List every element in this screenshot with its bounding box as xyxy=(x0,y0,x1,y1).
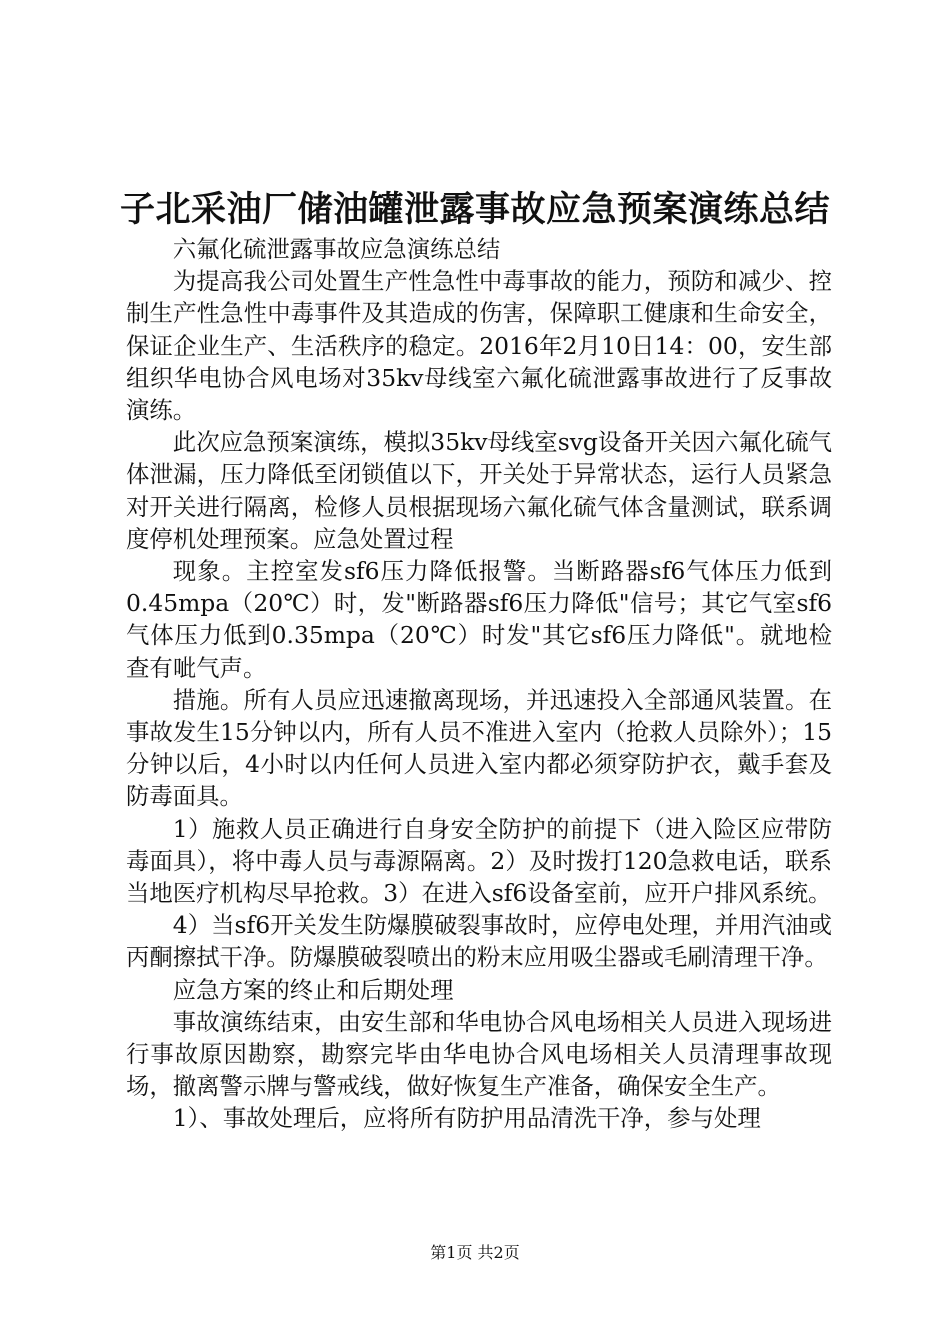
paragraph: 措施。所有人员应迅速撤离现场，并迅速投入全部通风装置。在事故发生15分钟以内，所有人员不准进入室内（抢救人员除外）；15分钟以后，4小时以内任何人员进入室内都必须穿防护衣，戴手套及防毒面具。 xyxy=(126,685,832,811)
paragraph: 4）当sf6开关发生防爆膜破裂事故时，应停电处理，并用汽油或丙酮擦拭干净。防爆膜破裂喷出的粉末应用吸尘器或毛刷清理干净。 xyxy=(126,911,832,972)
paragraph: 现象。主控室发sf6压力降低报警。当断路器sf6气体压力低到0.45mpa（20℃）时，发"断路器sf6压力降低"信号；其它气室sf6气体压力低到0.35mpa（20℃）时发"其它sf6压力降低"。就地检查有呲气声。 xyxy=(126,557,832,682)
page-number-footer: 第1页 共2页 xyxy=(430,1243,520,1262)
paragraph: 1）、事故处理后，应将所有防护用品清洗干净，参与处理 xyxy=(172,1104,761,1133)
paragraph: 此次应急预案演练，模拟35kv母线室svg设备开关因六氟化硫气体泄漏，压力降低至闭锁值以下，开关处于异常状态，运行人员紧急对开关进行隔离，检修人员根据现场六氟化硫气体含量测试，联系调度停机处理预案。应急处置过程 xyxy=(126,428,832,553)
paragraph: 为提高我公司处置生产性急性中毒事故的能力，预防和减少、控制生产性急性中毒事件及其造成的伤害，保障职工健康和生命安全，保证企业生产、生活秩序的稳定。2016年2月10日14：00，安生部组织华电协合风电场对35kv母线室六氟化硫泄露事故进行了反事故演练。 xyxy=(126,267,832,425)
document-title: 子北采油厂储油罐泄露事故应急预案演练总结 xyxy=(119,189,830,230)
paragraph-subtitle: 六氟化硫泄露事故应急演练总结 xyxy=(172,235,501,263)
paragraph: 事故演练结束，由安生部和华电协合风电场相关人员进入现场进行事故原因勘察，勘察完毕由华电协合风电场相关人员清理事故现场，撤离警示牌与警戒线，做好恢复生产准备，确保安全生产。 xyxy=(126,1007,832,1101)
document-body xyxy=(126,233,832,1135)
section-heading: 应急方案的终止和后期处理 xyxy=(172,975,454,1004)
paragraph: 1）施救人员正确进行自身安全防护的前提下（进入险区应带防毒面具），将中毒人员与毒源隔离。2）及时拨打120急救电话，联系当地医疗机构尽早抢救。3）在进入sf6设备室前，应开户排风系统。 xyxy=(126,814,832,908)
